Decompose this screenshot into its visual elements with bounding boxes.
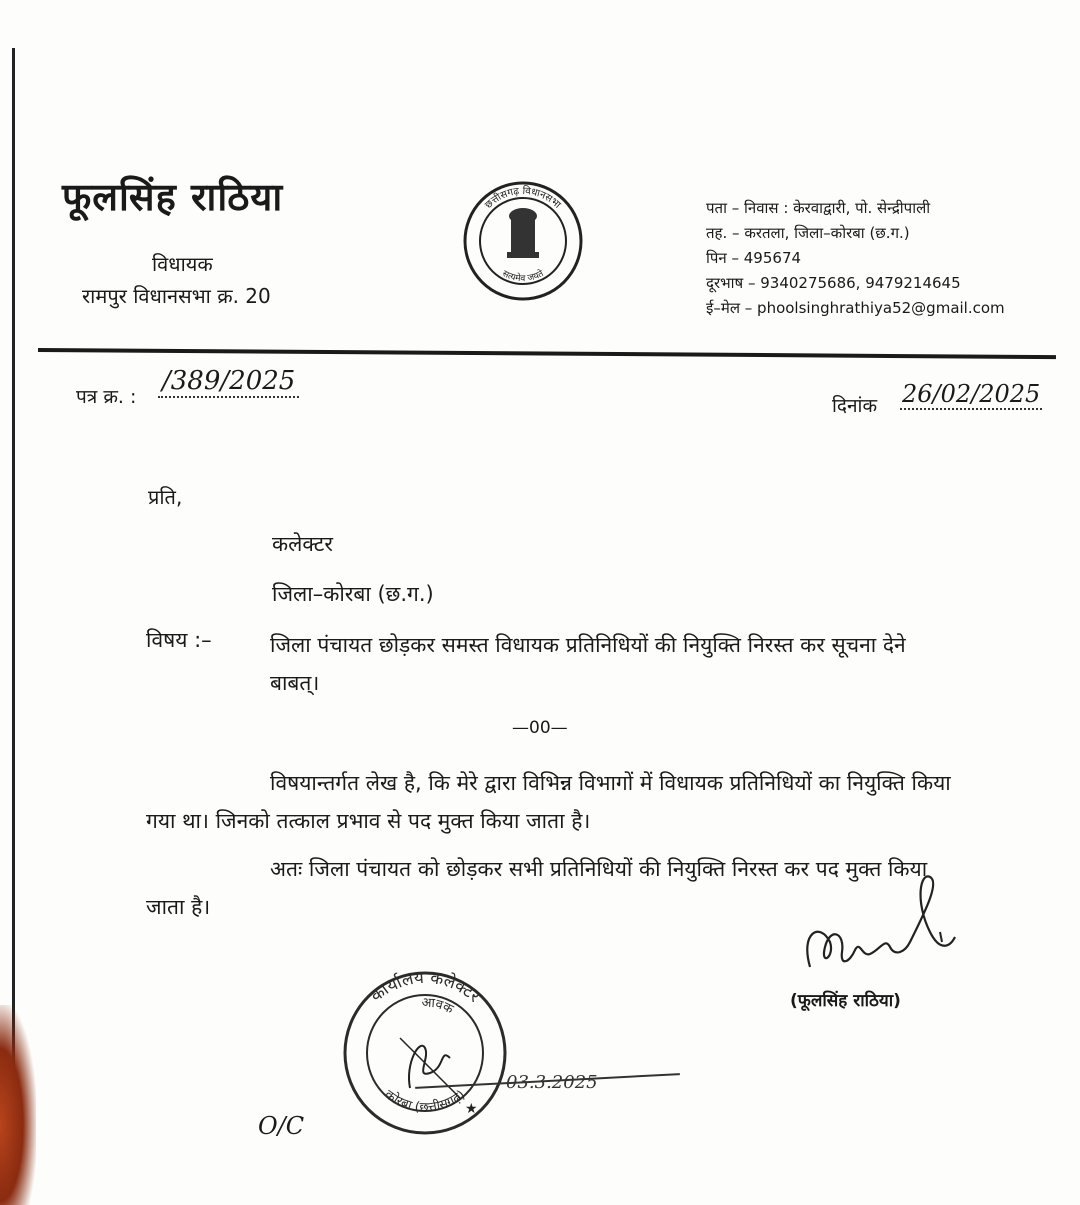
handwritten-note: O/C xyxy=(258,1112,305,1140)
emblem-top-text: छत्तीसगढ़ विधानसभा xyxy=(483,185,563,211)
separator: —00— xyxy=(512,718,568,738)
svg-text:कोरबा (छत्तीसगढ़) xyxy=(382,1087,468,1116)
received-stamp xyxy=(340,968,510,1138)
address-line: तह. – करतला, जिला–कोरबा (छ.ग.) xyxy=(706,224,910,242)
reference-label: पत्र क्र. : xyxy=(76,386,137,408)
letterhead-divider xyxy=(38,348,1056,359)
subject-text: जिला पंचायत छोड़कर समस्त विधायक प्रतिनिधियों की नियुक्ति निरस्त कर सूचना देने बाबत्। xyxy=(270,633,906,695)
sender-constituency: रामपुर विधानसभा क्र. 20 xyxy=(82,284,271,308)
sender-address xyxy=(706,196,1005,321)
address-line: ई–मेल – phoolsinghrathiya52@gmail.com xyxy=(706,299,1005,317)
sender-designation: विधायक xyxy=(152,252,213,276)
sender-name: फूलसिंह राठिया xyxy=(62,175,284,219)
date-label: दिनांक xyxy=(832,395,878,417)
recipient-district: जिला–कोरबा (छ.ग.) xyxy=(272,582,434,606)
subject-label: विषय :– xyxy=(146,628,212,652)
emblem-bottom-text: सत्यमेव जयते xyxy=(500,269,546,285)
date-value: 26/02/2025 xyxy=(902,380,1041,408)
stamp-inward-text: आवक xyxy=(421,995,456,1018)
stamp-office-text: कार्यालय कलेक्टर xyxy=(366,968,484,1007)
address-line: पता – निवास : केरवाद्वारी, पो. सेन्द्रीपाली xyxy=(706,199,931,217)
body-paragraph: अतः जिला पंचायत को छोड़कर सभी प्रतिनिधियों की नियुक्ति निरस्त कर पद मुक्त किया जाता है। xyxy=(146,857,928,919)
reference-number: /389/2025 xyxy=(158,366,299,398)
to-label: प्रति, xyxy=(148,485,183,509)
finger-shadow xyxy=(0,1005,36,1205)
stamp-date: 03.3.2025 xyxy=(506,1072,598,1093)
address-line: पिन – 495674 xyxy=(706,249,802,267)
signatory-name: (फूलसिंह राठिया) xyxy=(790,991,901,1011)
stamp-district-text: कोरबा (छत्तीसगढ़) xyxy=(381,1087,469,1116)
recipient-title: कलेक्टर xyxy=(272,532,333,556)
stamp-star-icon: ★ xyxy=(465,1101,478,1117)
assembly-emblem xyxy=(462,180,584,302)
address-line: दूरभाष – 9340275686, 9479214645 xyxy=(706,274,961,292)
signature xyxy=(790,872,960,982)
svg-text:आवक xyxy=(421,995,456,1017)
body-paragraph: विषयान्तर्गत लेख है, कि मेरे द्वारा विभिन्न विभागों में विधायक प्रतिनिधियों का नियुक्ति किया गया था। जिनको तत्काल प्रभाव से पद मुक्त किया जाता है। xyxy=(146,771,951,833)
page-left-edge xyxy=(12,48,15,1158)
